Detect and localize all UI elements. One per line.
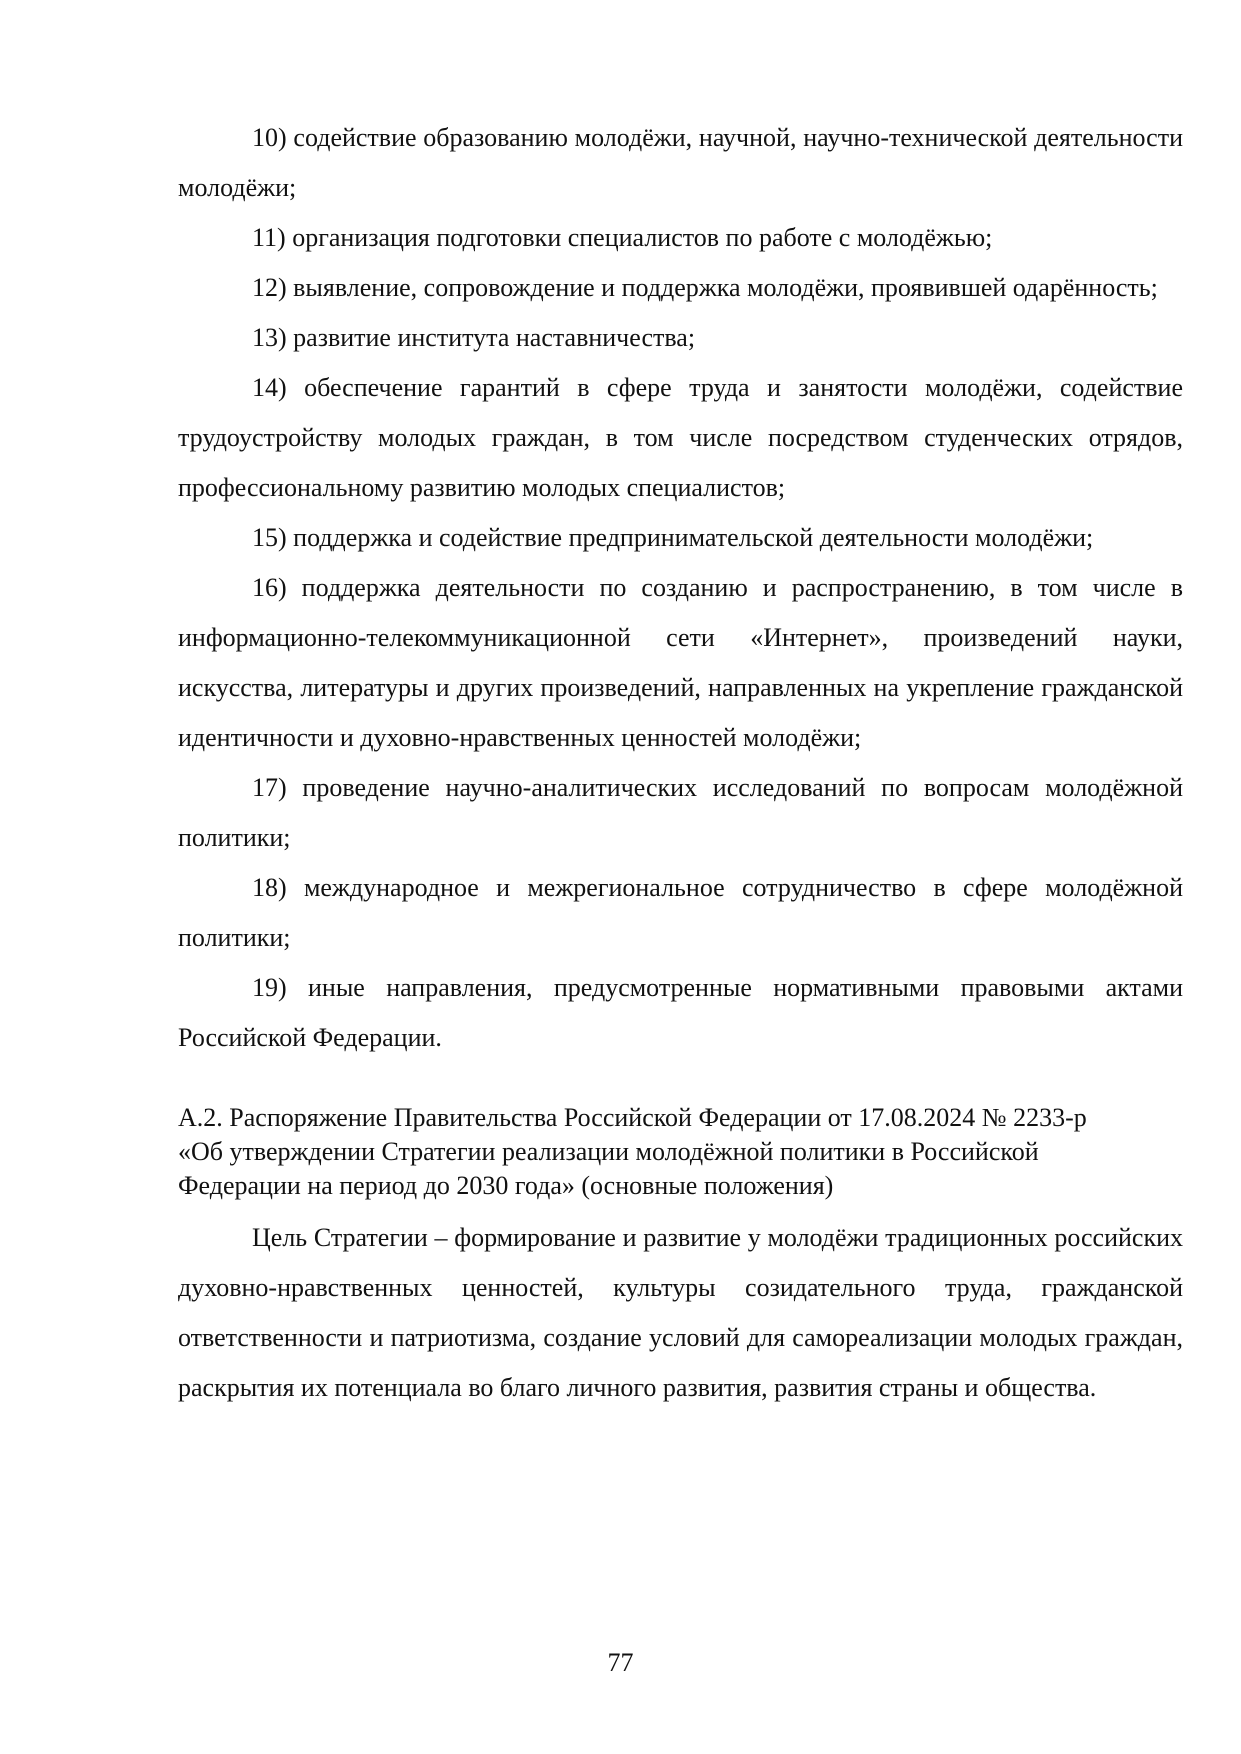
page-content bbox=[178, 113, 1183, 1413]
list-item-13: 13) развитие института наставничества; bbox=[252, 323, 696, 352]
list-item-16: 16) поддержка деятельности по созданию и распространению, в том числе в информационно-телекоммуникационной сети «Интернет», произведений науки, искусства, литературы и других произведений, направленных на укрепление гражданской идентичности и духовно-нравственных ценностей молодёжи; bbox=[178, 573, 1183, 752]
strategy-goal-paragraph: Цель Стратегии – формирование и развитие у молодёжи традиционных российских духовно-нравственных ценностей, культуры созидательного труда, гражданской ответственности и патриотизма, создание условий для самореализации молодых граждан, раскрытия их потенциала во благо личного развития, развития страны и общества. bbox=[178, 1223, 1183, 1402]
page-number: 77 bbox=[607, 1648, 634, 1677]
list-item-14: 14) обеспечение гарантий в сфере труда и занятости молодёжи, содействие трудоустройству молодых граждан, в том числе посредством студенческих отрядов, профессиональному развитию молодых специалистов; bbox=[178, 373, 1183, 502]
list-item-10: 10) содействие образованию молодёжи, научной, научно-технической деятельности молодёжи; bbox=[178, 123, 1183, 202]
list-item-12: 12) выявление, сопровождение и поддержка молодёжи, проявившей одарённость; bbox=[252, 273, 1158, 302]
list-item-18: 18) международное и межрегиональное сотрудничество в сфере молодёжной политики; bbox=[178, 873, 1183, 952]
list-item-15: 15) поддержка и содействие предпринимательской деятельности молодёжи; bbox=[252, 523, 1094, 552]
list-item-11: 11) организация подготовки специалистов по работе с молодёжью; bbox=[252, 223, 993, 252]
list-item-17: 17) проведение научно-аналитических исследований по вопросам молодёжной политики; bbox=[178, 773, 1183, 852]
list-item-19: 19) иные направления, предусмотренные нормативными правовыми актами Российской Федерации. bbox=[178, 973, 1183, 1052]
section-heading: А.2. Распоряжение Правительства Российской Федерации от 17.08.2024 № 2233-р «Об утверждении Стратегии реализации молодёжной политики в Российской Федерации на период до 2030 года» (основные положения) bbox=[178, 1103, 1087, 1200]
